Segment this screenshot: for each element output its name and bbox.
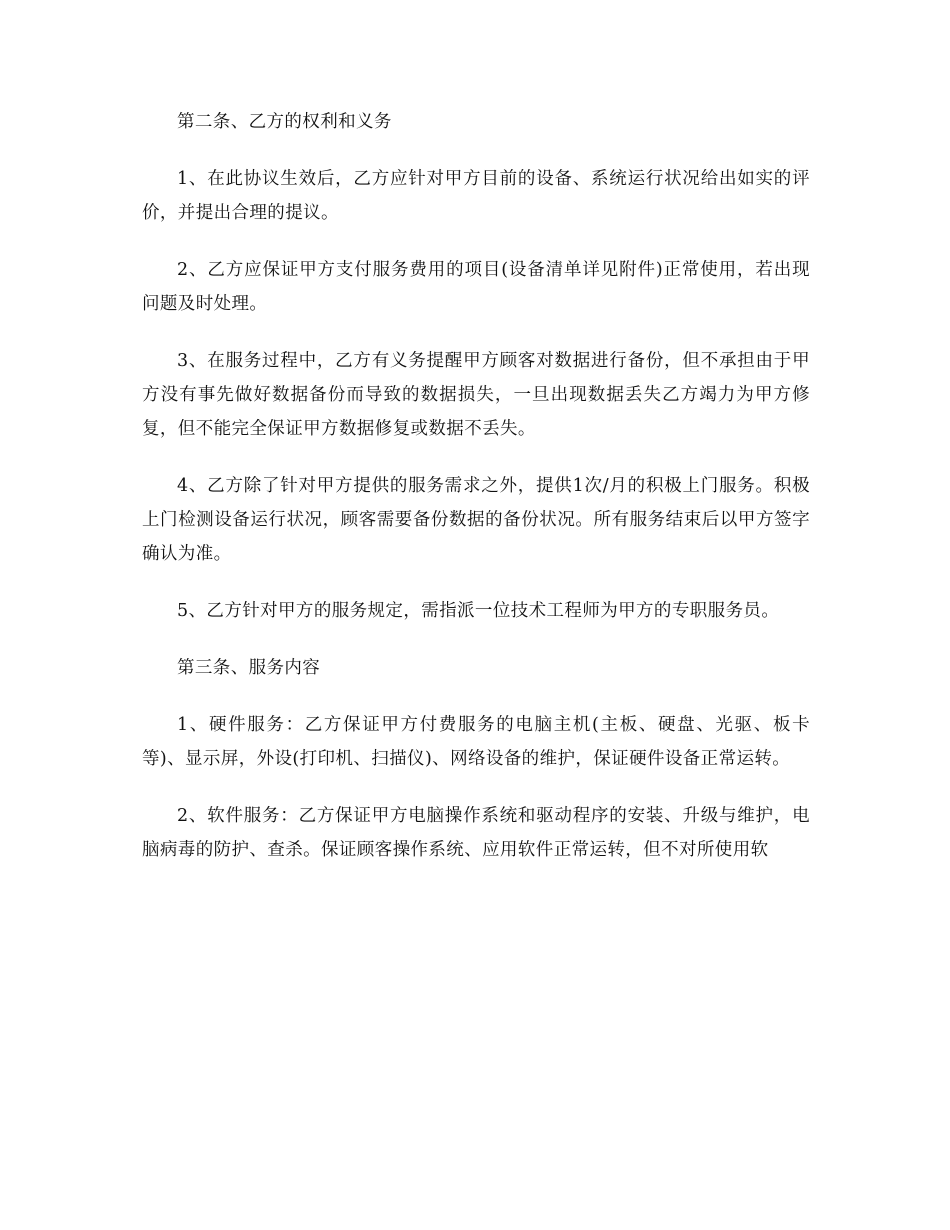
section-2-item-1: 1、在此协议生效后，乙方应针对甲方目前的设备、系统运行状况给出如实的评价，并提出合理的提议。 bbox=[142, 169, 810, 223]
section-3-item-2: 2、软件服务：乙方保证甲方电脑操作系统和驱动程序的安装、升级与维护，电脑病毒的防护、查杀。保证顾客操作系统、应用软件正常运转，但不对所使用软 bbox=[142, 806, 810, 860]
section-2-item-3: 3、在服务过程中，乙方有义务提醒甲方顾客对数据进行备份，但不承担由于甲方没有事先做好数据备份而导致的数据损失，一旦出现数据丢失乙方竭力为甲方修复，但不能完全保证甲方数据修复或数据不丢失。 bbox=[142, 351, 810, 439]
section-3-heading: 第三条、服务内容 bbox=[177, 658, 321, 678]
section-3-item-1: 1、硬件服务：乙方保证甲方付费服务的电脑主机(主板、硬盘、光驱、板卡等)、显示屏，外设(打印机、扫描仪)、网络设备的维护，保证硬件设备正常运转。 bbox=[142, 715, 810, 769]
section-2-item-5: 5、乙方针对甲方的服务规定，需指派一位技术工程师为甲方的专职服务员。 bbox=[177, 601, 780, 621]
section-2-item-4: 4、乙方除了针对甲方提供的服务需求之外，提供1次/月的积极上门服务。积极上门检测设备运行状况，顾客需要备份数据的备份状况。所有服务结束后以甲方签字确认为准。 bbox=[142, 476, 810, 564]
section-2-heading: 第二条、乙方的权利和义务 bbox=[177, 112, 392, 132]
document-body bbox=[142, 105, 810, 890]
section-2-item-2: 2、乙方应保证甲方支付服务费用的项目(设备清单详见附件)正常使用，若出现问题及时处理。 bbox=[142, 260, 810, 314]
